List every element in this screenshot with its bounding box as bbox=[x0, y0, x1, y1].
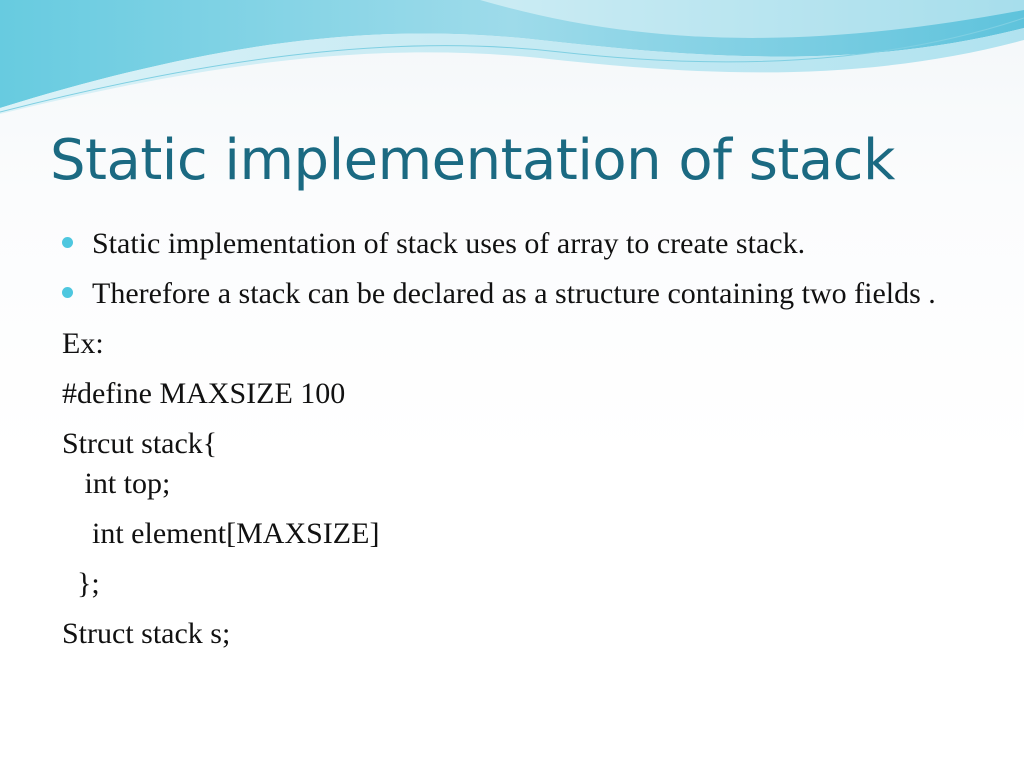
code-line: int element[MAXSIZE] bbox=[62, 517, 380, 550]
code-line: Struct stack s; bbox=[62, 617, 231, 650]
bullet-dot-icon bbox=[62, 287, 73, 298]
bullet-text: Static implementation of stack uses of array to create stack. bbox=[92, 227, 806, 260]
code-line: }; bbox=[62, 567, 100, 600]
bullet-text: Therefore a stack can be declared as a structure containing two fields . bbox=[92, 277, 936, 310]
code-line: Strcut stack{ bbox=[62, 427, 218, 460]
slide-title: Static implementation of stack bbox=[50, 128, 895, 193]
bullet-item bbox=[62, 224, 982, 264]
code-line: #define MAXSIZE 100 bbox=[62, 377, 346, 410]
code-line: Ex: bbox=[62, 327, 104, 360]
code-line: int top; bbox=[62, 467, 171, 500]
bullet-item bbox=[62, 274, 982, 314]
slide-content bbox=[62, 224, 982, 664]
bullet-dot-icon bbox=[62, 237, 73, 248]
header-wave-decoration bbox=[0, 0, 1024, 120]
